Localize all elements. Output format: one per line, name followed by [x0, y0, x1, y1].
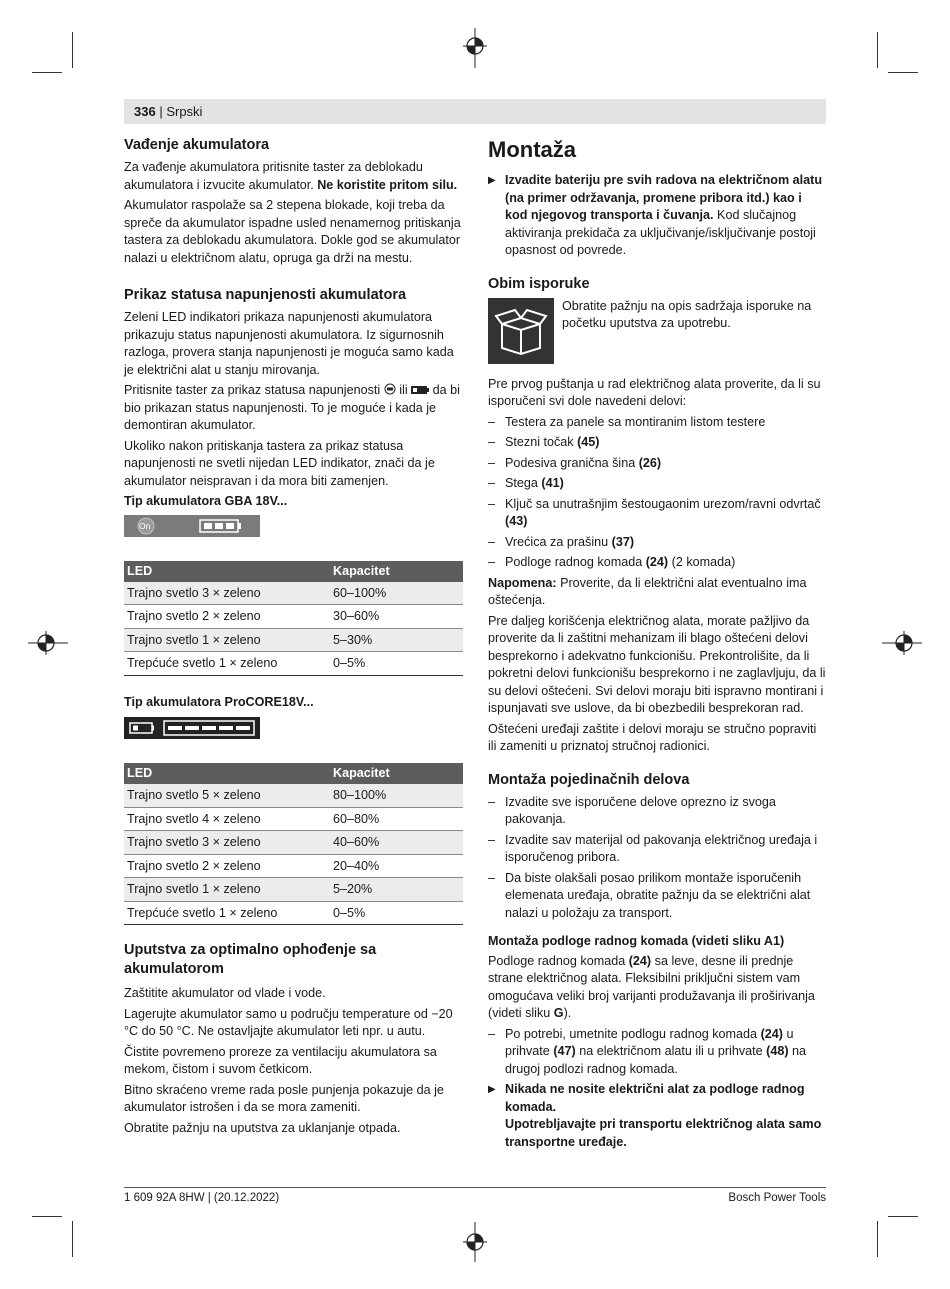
paragraph: Ukoliko nakon pritiskanja tastera za prikaz statusa napunjenosti ne svetli nijedan LED indikator, znači da je akumulator neispravan i da mora biti zamenjen.	[124, 438, 435, 488]
crop-mark	[888, 1216, 918, 1217]
header-language: Srpski	[166, 104, 203, 119]
paragraph: Zeleni LED indikatori prikaza napunjenosti akumulatora prikazuju status napunjenosti akumulatora. Iz sigurnosnih razloga, provera stanja napunjenosti je moguća samo kada je električni alat u stanju mirovanja.	[124, 310, 454, 377]
page-number: 336	[134, 104, 156, 119]
subsection-title: Montaža podloge radnog komada (videti sliku A1)	[488, 934, 785, 948]
paragraph: Zaštitite akumulator od vlade i vode.	[124, 986, 326, 1000]
delivery-note	[488, 298, 826, 364]
registration-mark-icon	[460, 1222, 490, 1262]
paragraph: Pre prvog puštanja u rad električnog alata proverite, da li su isporučeni svi dole navedeni delovi:	[488, 376, 821, 408]
table-row: Trajno svetlo 5 × zeleno 80–100%	[124, 784, 463, 807]
list-item: – Stezni točak (45)	[488, 434, 826, 452]
crop-mark	[72, 32, 73, 68]
procore-battery-indicator	[124, 717, 260, 739]
charge-button-icon	[384, 383, 396, 395]
registration-mark-icon	[28, 628, 68, 658]
paragraph: Za vađenje akumulatora pritisnite taster za deblokadu akumulatora i izvucite akumulator. Ne koristite pritom silu.	[124, 160, 458, 192]
table-header-capacity: Kapacitet	[330, 763, 463, 784]
gba-battery-indicator	[124, 515, 260, 537]
led-capacity-table-gba	[124, 561, 463, 676]
section-title: Prikaz statusa napunjenosti akumulatora	[124, 287, 407, 303]
warning-item: ▶ Nikada ne nosite električni alat za podloge radnog komada. Upotrebljavajte pri transportu električnog alata samo transportne uređaje.	[488, 1081, 826, 1151]
paragraph: Čistite povremeno proreze za ventilaciju akumulatora sa mekom, čistom i suvom četkicom.	[124, 1044, 437, 1076]
package-icon	[488, 298, 554, 364]
table-header-capacity: Kapacitet	[330, 561, 463, 582]
table-header-led: LED	[124, 561, 330, 582]
table-row: Trepćuće svetlo 1 × zeleno 0–5%	[124, 652, 463, 676]
table-row: Trajno svetlo 1 × zeleno 5–30%	[124, 628, 463, 652]
table-header-led: LED	[124, 763, 330, 784]
list-item: – Stega (41)	[488, 475, 826, 493]
paragraph: Lagerujte akumulator samo u području temperature od −20 °C do 50 °C. Ne ostavljajte akumulator leti npr. u autu.	[124, 1006, 453, 1038]
list-item: – Podloge radnog komada (24) (2 komada)	[488, 554, 826, 572]
delivery-list	[488, 414, 826, 572]
battery-icon	[411, 385, 429, 395]
table-row: Trajno svetlo 3 × zeleno 60–100%	[124, 582, 463, 605]
list-item: – Podesiva granična šina (26)	[488, 455, 826, 473]
section-title: Montaža pojedinačnih delova	[488, 771, 690, 788]
page-header: 336 | Srpski	[124, 99, 826, 124]
on-button-label: On	[139, 520, 151, 531]
battery-type-title: Tip akumulatora GBA 18V...	[124, 494, 288, 508]
crop-mark	[877, 1221, 878, 1257]
left-column	[124, 136, 464, 1140]
crop-mark	[72, 1221, 73, 1257]
battery-type-title: Tip akumulatora ProCORE18V...	[124, 694, 314, 709]
list-item: – Testera za panele sa montiranim listom testere	[488, 414, 826, 432]
paragraph: Podloge radnog komada (24) sa leve, desne ili prednje strane električnog alata. Fleksibilni priključni sistem vam omogućava veliki broj varijanti produžavanja ili proširivanja (videti sliku G).	[488, 953, 815, 1020]
list-item: – Izvadite sve isporučene delove oprezno iz svoga pakovanja.	[488, 794, 826, 829]
table-row: Trajno svetlo 3 × zeleno 40–60%	[124, 831, 463, 855]
crop-mark	[877, 32, 878, 68]
paragraph: Obratite pažnju na opis sadržaja isporuke na početku uputstva za upotrebu.	[562, 298, 812, 330]
mounting-list	[488, 1026, 826, 1079]
table-row: Trajno svetlo 1 × zeleno 5–20%	[124, 878, 463, 902]
footer-left: 1 609 92A 8HW | (20.12.2022)	[124, 1192, 280, 1204]
paragraph: Akumulator raspolaže sa 2 stepena blokade, koji treba da spreče da akumulator ispadne usled nenamernog pritiskanja tastera za deblokadu akumulatora. Dokle god se akumulator nalazi u električnom alatu, opruga ga drži na mestu.	[124, 198, 461, 265]
list-item: – Da biste olakšali posao prilikom montaže isporučenih elemenata uređaja, obratite pažnju da se električni alat nalazi u položaju za transport.	[488, 870, 826, 923]
list-item: – Po potrebi, umetnite podlogu radnog komada (24) u prihvate (47) na električnom alatu ili u prihvate (48) na drugoj podlozi radnog komada.	[488, 1026, 826, 1079]
page-title: Montaža	[488, 137, 576, 162]
section-title: Obim isporuke	[488, 275, 590, 292]
registration-mark-icon	[460, 28, 490, 68]
crop-mark	[888, 72, 918, 73]
paragraph: Bitno skraćeno vreme rada posle punjenja pokazuje da je akumulator istrošen i da se mora zameniti.	[124, 1082, 444, 1114]
list-item: – Ključ sa unutrašnjim šestougaonim urezom/ravni odvrtač (43)	[488, 496, 826, 531]
paragraph: Pre daljeg korišćenja električnog alata, morate pažljivo da proverite da li zaštitni mehanizam ili blago oštećeni delovi besprekorno i adekvatno funkcionišu. Prekontrolišite, da li pokretni delovi funkcionišu besprekorno i ne zaglavljuju, da li su delovi oštećeni. Svi delovi moraju biti ispravno montirani i ispunjavati sve uslove, da bi obezbedili besprekoran rad.	[488, 613, 826, 715]
list-item: – Izvadite sav materijal od pakovanja električnog uređaja i isporučenog pribora.	[488, 832, 826, 867]
assembly-list	[488, 794, 826, 923]
registration-mark-icon	[882, 628, 922, 658]
crop-mark	[32, 1216, 62, 1217]
table-row: Trajno svetlo 4 × zeleno 60–80%	[124, 807, 463, 831]
footer-rule	[124, 1187, 826, 1188]
crop-mark	[32, 72, 62, 73]
paragraph: Oštećeni uređaji zaštite i delovi moraju se stručno popraviti ili zameniti u priznatoj stručnoj radionici.	[488, 721, 817, 753]
paragraph: Obratite pažnju na uputstva za uklanjanje otpada.	[124, 1120, 401, 1135]
footer-right: Bosch Power Tools	[728, 1192, 826, 1204]
section-title: Uputstva za optimalno ophođenje sa akumulatorom	[124, 942, 377, 977]
right-column	[488, 136, 826, 1154]
section-title: Vađenje akumulatora	[124, 137, 270, 153]
table-row: Trajno svetlo 2 × zeleno 30–60%	[124, 605, 463, 629]
table-row: Trajno svetlo 2 × zeleno 20–40%	[124, 854, 463, 878]
warning-item: ▶ Izvadite bateriju pre svih radova na električnom alatu (na primer održavanja, promene pribora itd.) kao i kod njegovog transporta i čuvanja. Kod slučajnog aktiviranja prekidača za uključivanje/isključivanje postoji opasnost od povrede.	[488, 172, 826, 260]
note: Napomena: Proverite, da li električni alat eventualno ima oštećenja.	[488, 575, 807, 607]
led-capacity-table-procore	[124, 763, 463, 925]
list-item: – Vrećica za prašinu (37)	[488, 534, 826, 552]
table-row: Trepćuće svetlo 1 × zeleno 0–5%	[124, 901, 463, 925]
paragraph: Pritisnite taster za prikaz statusa napunjenosti ili da bi bio prikazan status napunjenosti. To je moguće i kada je demontiran akumulator.	[124, 383, 460, 432]
